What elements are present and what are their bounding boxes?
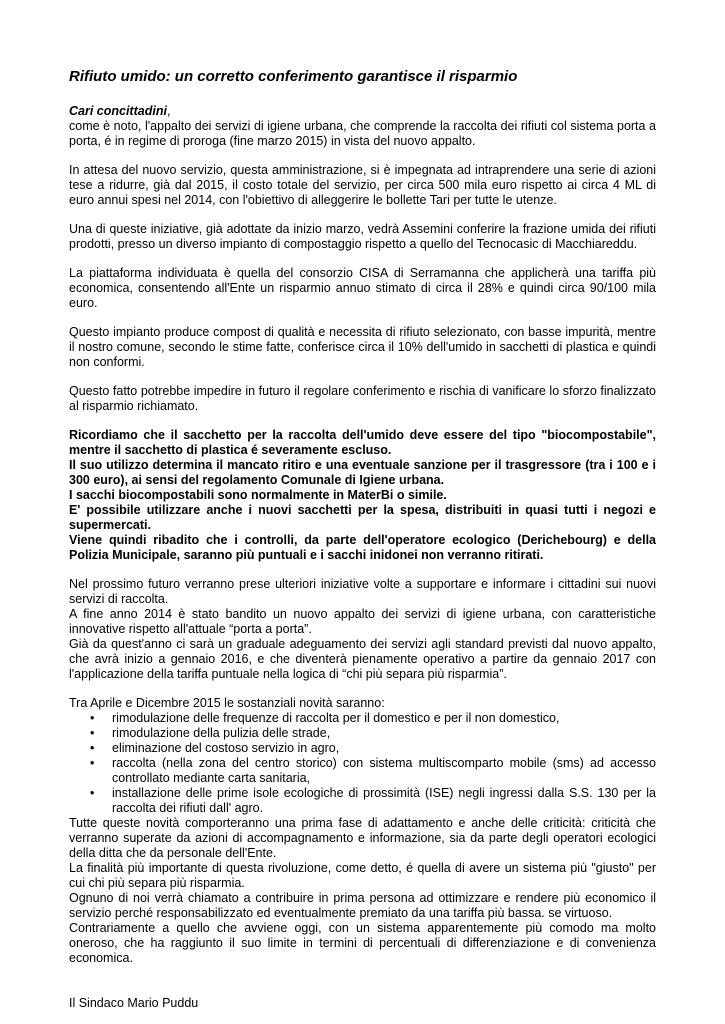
body-paragraph: Questo fatto potrebbe impedire in futuro il regolare conferimento e rischia di vanificare lo sforzo finalizzato al risparmio richiamato.: [69, 384, 656, 413]
intro-paragraph: [69, 104, 656, 149]
future-paragraph: Già da quest'anno ci sarà un graduale adeguamento dei servizi agli standard previsti dal nuovo appalto, che avrà inizio a gennaio 2016, e che diventerà pienamente operativo a partire da gennaio 2017 con l'applicazione della tariffa puntuale nella logica di “chi più separa più risparmia”.: [69, 637, 656, 681]
body-paragraph: La piattaforma individuata è quella del consorzio CISA di Serramanna che applicherà una tariffa più economica, consentendo all'Ente un risparmio annuo stimato di circa il 28% e quindi circa 90/100 mila euro.: [69, 266, 656, 310]
signature: Il Sindaco Mario Puddu: [69, 996, 199, 1010]
future-block: [69, 577, 656, 682]
body-paragraph: Una di queste iniziative, già adottate da inizio marzo, vedrà Assemini conferire la frazione umida dei rifiuti prodotti, presso un diverso impianto di compostaggio rispetto a quello del Tecnocasic di Macchiareddu.: [69, 222, 656, 251]
closing-paragraph: Ognuno di noi verrà chiamato a contribuire in prima persona ad ottimizzare e rendere più economico il servizio perché responsabilizzato ed eventualmente premiato da una tariffa più bassa. se virtuoso.: [69, 891, 656, 920]
list-item: • rimodulazione delle frequenze di raccolta per il domestico e per il non domestico,: [112, 711, 656, 726]
body-paragraph: In attesa del nuovo servizio, questa amministrazione, si è impegnata ad intraprendere una serie di azioni tese a ridurre, già dal 2015, il costo totale del servizio, per circa 500 mila euro rispetto ai circa 4 ML di euro annui spesi nel 2014, con l'obiettivo di alleggerire le bollette Tari per tutte le utenze.: [69, 163, 656, 207]
future-paragraph: Nel prossimo futuro verranno prese ulteriori iniziative volte a supportare e informare i cittadini sui nuovi servizi di raccolta.: [69, 577, 656, 606]
list-item: • installazione delle prime isole ecologiche di prossimità (ISE) negli ingressi dalla S.S. 130 per la raccolta dei rifiuti dall' agro.: [112, 786, 656, 816]
notice-paragraph: Ricordiamo che il sacchetto per la raccolta dell'umido deve essere del tipo "biocompostabile", mentre il sacchetto di plastica é severamente escluso.: [69, 428, 656, 457]
changes-intro: Tra Aprile e Dicembre 2015 le sostanziali novità saranno:: [69, 696, 385, 710]
closing-paragraph: La finalità più importante di questa rivoluzione, come detto, é quella di avere un sistema più "giusto" per cui chi più separa più risparmia.: [69, 861, 656, 890]
greeting: Cari concittadini: [69, 104, 167, 118]
list-item: • rimodulazione della pulizia delle strade,: [112, 726, 656, 741]
closing-paragraph: Contrariamente a quello che avviene oggi, con un sistema apparentemente più comodo ma molto oneroso, che ha raggiunto il suo limite in termini di percentuali di differenziazione e di convenienza economica.: [69, 921, 656, 965]
page-title: Rifiuto umido: un corretto conferimento garantisce il risparmio: [69, 68, 518, 85]
notice-block: [69, 428, 656, 563]
changes-block: [69, 696, 656, 966]
intro-text: come è noto, l'appalto dei servizi di igiene urbana, che comprende la raccolta dei rifiuti col sistema porta a porta, é in regime di proroga (fine marzo 2015) in vista del nuovo appalto.: [69, 119, 656, 148]
notice-paragraph: I sacchi biocompostabili sono normalmente in MaterBi o simile.: [69, 488, 447, 502]
body-paragraph: Questo impianto produce compost di qualità e necessita di rifiuto selezionato, con basse impurità, mentre il nostro comune, secondo le stime fatte, conferisce circa il 10% dell'umido in sacchetti di plastica e quindi non conformi.: [69, 325, 656, 369]
greeting-comma: ,: [166, 104, 171, 118]
list-item: • raccolta (nella zona del centro storico) con sistema multiscomparto mobile (sms) ad accesso controllato mediante carta sanitaria,: [112, 756, 656, 786]
future-paragraph: A fine anno 2014 è stato bandito un nuovo appalto dei servizi di igiene urbana, con caratteristiche innovative rispetto all'attuale “porta a porta”.: [69, 607, 656, 636]
notice-paragraph: E' possibile utilizzare anche i nuovi sacchetti per la spesa, distribuiti in quasi tutti i negozi e supermercati.: [69, 503, 656, 532]
closing-paragraph: Tutte queste novità comporteranno una prima fase di adattamento e anche delle criticità: criticità che verranno superate da azioni di accompagnamento e informazione, sia da parte degli operatori ecologici della ditta che da personale dell'Ente.: [69, 816, 656, 860]
list-item: • eliminazione del costoso servizio in agro,: [112, 741, 656, 756]
notice-paragraph: Il suo utilizzo determina il mancato ritiro e una eventuale sanzione per il trasgressore (tra i 100 e i 300 euro), ai sensi del regolamento Comunale di Igiene urbana.: [69, 458, 656, 487]
changes-list: [69, 711, 656, 816]
notice-paragraph: Viene quindi ribadito che i controlli, da parte dell'operatore ecologico (Derichebourg) e della Polizia Municipale, saranno più puntuali e i sacchi inidonei non verranno ritirati.: [69, 533, 656, 562]
